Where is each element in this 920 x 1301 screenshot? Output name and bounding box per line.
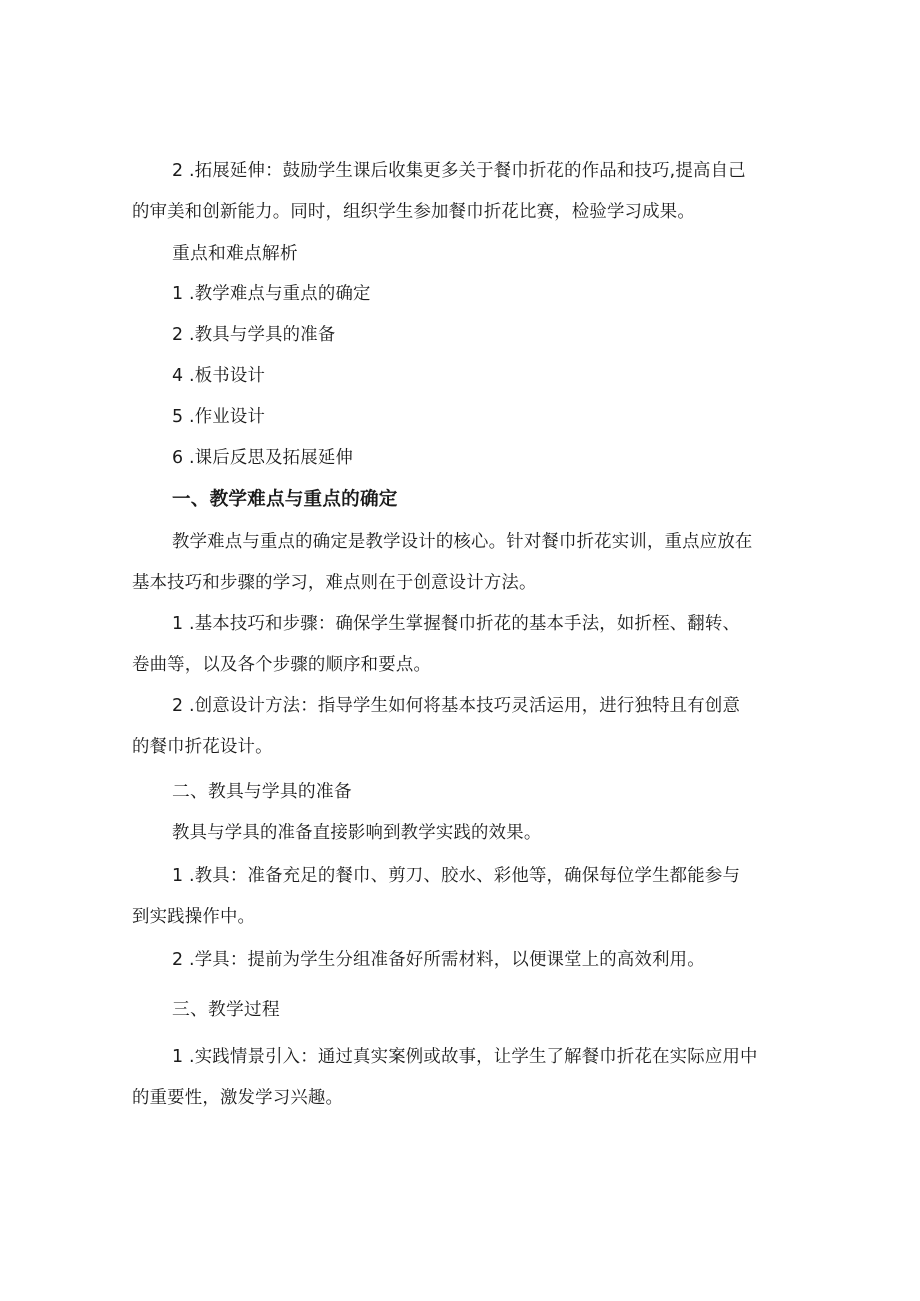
section-heading-text: 三、教学过程 bbox=[172, 999, 280, 1020]
list-item-text: 4 .板书设计 bbox=[172, 366, 266, 386]
section-heading-3 bbox=[132, 989, 792, 1030]
section-heading-text: 一、教学难点与重点的确定 bbox=[172, 489, 398, 510]
paragraph-line: 1 .基本技巧和步骤：确保学生掌握餐巾折花的基本手法，如折桎、翻转、 bbox=[172, 614, 741, 634]
paragraph-line: 的餐巾折花设计。 bbox=[132, 737, 273, 757]
list-item bbox=[132, 315, 792, 356]
paragraph-line: 2 .创意设计方法：指导学生如何将基本技巧灵活运用，进行独特且有创意 bbox=[172, 696, 741, 716]
paragraph-line: 2 .拓展延伸：鼓励学生课后收集更多关于餐巾折花的作品和技巧,提高自己 bbox=[172, 161, 746, 181]
list-item-text: 1 .教学难点与重点的确定 bbox=[172, 284, 371, 304]
subheading-text: 重点和难点解析 bbox=[172, 243, 298, 264]
paragraph-line: 教具与学具的准备直接影响到教学实践的效果。 bbox=[172, 823, 542, 843]
paragraph-line: 的审美和创新能力。同时，组织学生参加餐巾折花比赛，检验学习成果。 bbox=[132, 202, 695, 222]
list-item bbox=[132, 397, 792, 438]
paragraph bbox=[132, 522, 792, 604]
paragraph-line: 的重要性，激发学习兴趣。 bbox=[132, 1088, 344, 1108]
paragraph-line: 2 .学具：提前为学生分组准备好所需材料，以便课堂上的高效利用。 bbox=[172, 950, 705, 970]
paragraph bbox=[132, 813, 792, 854]
paragraph bbox=[132, 940, 792, 981]
paragraph bbox=[132, 604, 792, 686]
paragraph-line: 卷曲等，以及各个步骤的顺序和要点。 bbox=[132, 655, 432, 675]
list-item-text: 2 .教具与学具的准备 bbox=[172, 325, 336, 345]
list-item-text: 6 .课后反思及拓展延伸 bbox=[172, 448, 354, 468]
paragraph-line: 基本技巧和步骤的学习，难点则在于创意设计方法。 bbox=[132, 573, 537, 593]
paragraph-line: 到实践操作中。 bbox=[132, 907, 256, 927]
paragraph-line: 1 .教具：准备充足的餐巾、剪刀、胶水、彩他等，确保每位学生都能参与 bbox=[172, 866, 741, 886]
list-item bbox=[132, 274, 792, 315]
paragraph-extension bbox=[132, 151, 792, 233]
paragraph bbox=[132, 856, 792, 938]
paragraph-line: 1 .实践情景引入：通过真实案例或故事，让学生了解餐巾折花在实际应用中 bbox=[172, 1047, 758, 1067]
section-heading-2 bbox=[132, 771, 792, 812]
paragraph bbox=[132, 1037, 792, 1119]
section-heading-1 bbox=[132, 479, 792, 520]
list-item bbox=[132, 356, 792, 397]
paragraph-line: 教学难点与重点的确定是教学设计的核心。针对餐巾折花实训，重点应放在 bbox=[172, 532, 753, 552]
section-heading-text: 二、教具与学具的准备 bbox=[172, 781, 352, 802]
list-item bbox=[132, 438, 792, 479]
paragraph bbox=[132, 686, 792, 768]
subheading-key-points bbox=[132, 233, 792, 274]
list-item-text: 5 .作业设计 bbox=[172, 407, 266, 427]
